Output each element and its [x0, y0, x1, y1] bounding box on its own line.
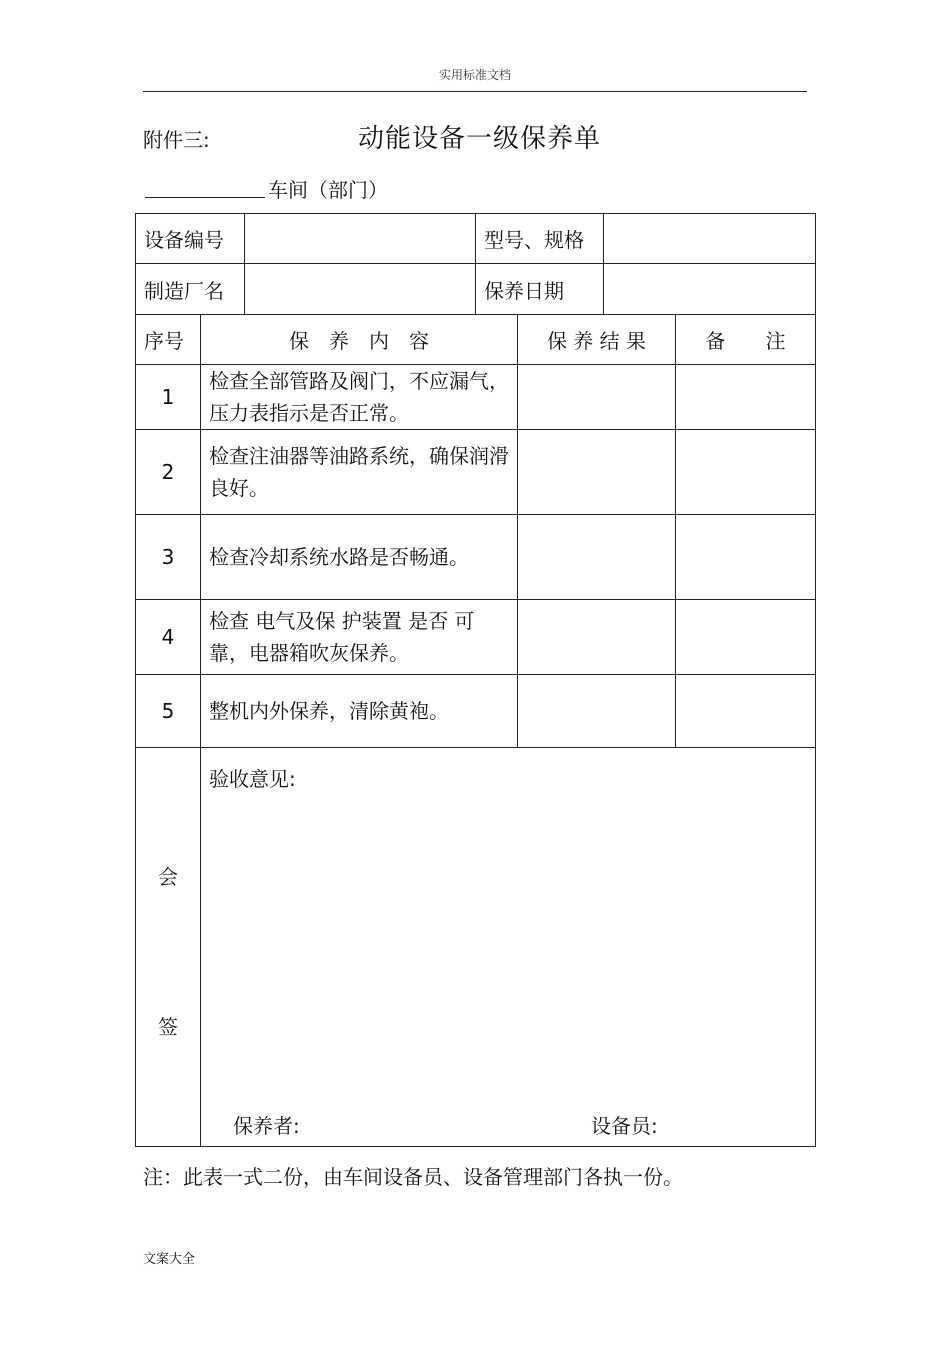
item-no: 1 — [161, 385, 175, 409]
workshop-label: 车间（部门） — [268, 178, 388, 202]
item-no: 4 — [161, 625, 175, 649]
manufacturer-field[interactable] — [245, 264, 475, 314]
col-header-result: 保 养 结 果 — [546, 329, 647, 353]
attachment-label: 附件三: — [143, 128, 210, 152]
item-no: 5 — [161, 699, 175, 723]
item-no: 2 — [161, 460, 175, 484]
item-remark-field[interactable] — [676, 600, 815, 674]
form-note: 注：此表一式二份，由车间设备员、设备管理部门各执一份。 — [143, 1165, 683, 1189]
acceptance-opinion-field[interactable] — [205, 795, 810, 1090]
form-title: 动能设备一级保养单 — [358, 124, 602, 154]
page-header: 实用标准文档 — [438, 68, 511, 82]
item-content: 整机内外保养，清除黄袍。 — [209, 699, 449, 723]
item-result-field[interactable] — [518, 430, 675, 514]
item-result-field[interactable] — [518, 675, 675, 747]
maintainer-label: 保养者: — [233, 1114, 300, 1138]
item-content: 检查冷却系统水路是否畅通。 — [209, 545, 469, 569]
item-remark-field[interactable] — [676, 515, 815, 599]
item-result-field[interactable] — [518, 515, 675, 599]
manufacturer-label: 制造厂名 — [144, 278, 224, 303]
item-content: 检查 电气及保 护装置 是否 可靠，电器箱吹灰保养。 — [209, 609, 475, 665]
item-content: 检查全部管路及阀门，不应漏气，压力表指示是否正常。 — [209, 369, 509, 425]
equipment-no-field[interactable] — [245, 214, 475, 263]
table-border-right — [815, 213, 816, 1147]
maintenance-date-field[interactable] — [604, 264, 815, 314]
equipment-staff-label: 设备员: — [591, 1114, 658, 1138]
item-result-field[interactable] — [518, 600, 675, 674]
model-spec-field[interactable] — [604, 214, 815, 263]
signoff-label-qian: 签 — [158, 1014, 178, 1039]
page-footer: 文案大全 — [143, 1252, 196, 1267]
item-no: 3 — [161, 545, 175, 569]
acceptance-opinion-label: 验收意见: — [209, 767, 296, 791]
item-remark-field[interactable] — [676, 365, 815, 429]
workshop-blank[interactable] — [145, 197, 265, 198]
item-remark-field[interactable] — [676, 430, 815, 514]
equipment-no-label: 设备编号 — [144, 228, 224, 252]
col-header-remark: 备 注 — [705, 329, 786, 353]
item-content: 检查注油器等油路系统，确保润滑良好。 — [209, 444, 509, 500]
table-border-bottom — [135, 1146, 816, 1147]
col-header-content: 保 养 内 容 — [289, 329, 429, 353]
signoff-label-hui: 会 — [158, 864, 178, 889]
col-header-seq: 序号 — [144, 329, 184, 353]
item-remark-field[interactable] — [676, 675, 815, 747]
header-rule — [143, 91, 807, 92]
row-line — [135, 747, 816, 748]
maintenance-date-label: 保养日期 — [484, 278, 564, 303]
item-result-field[interactable] — [518, 365, 675, 429]
model-spec-label: 型号、规格 — [484, 228, 584, 252]
